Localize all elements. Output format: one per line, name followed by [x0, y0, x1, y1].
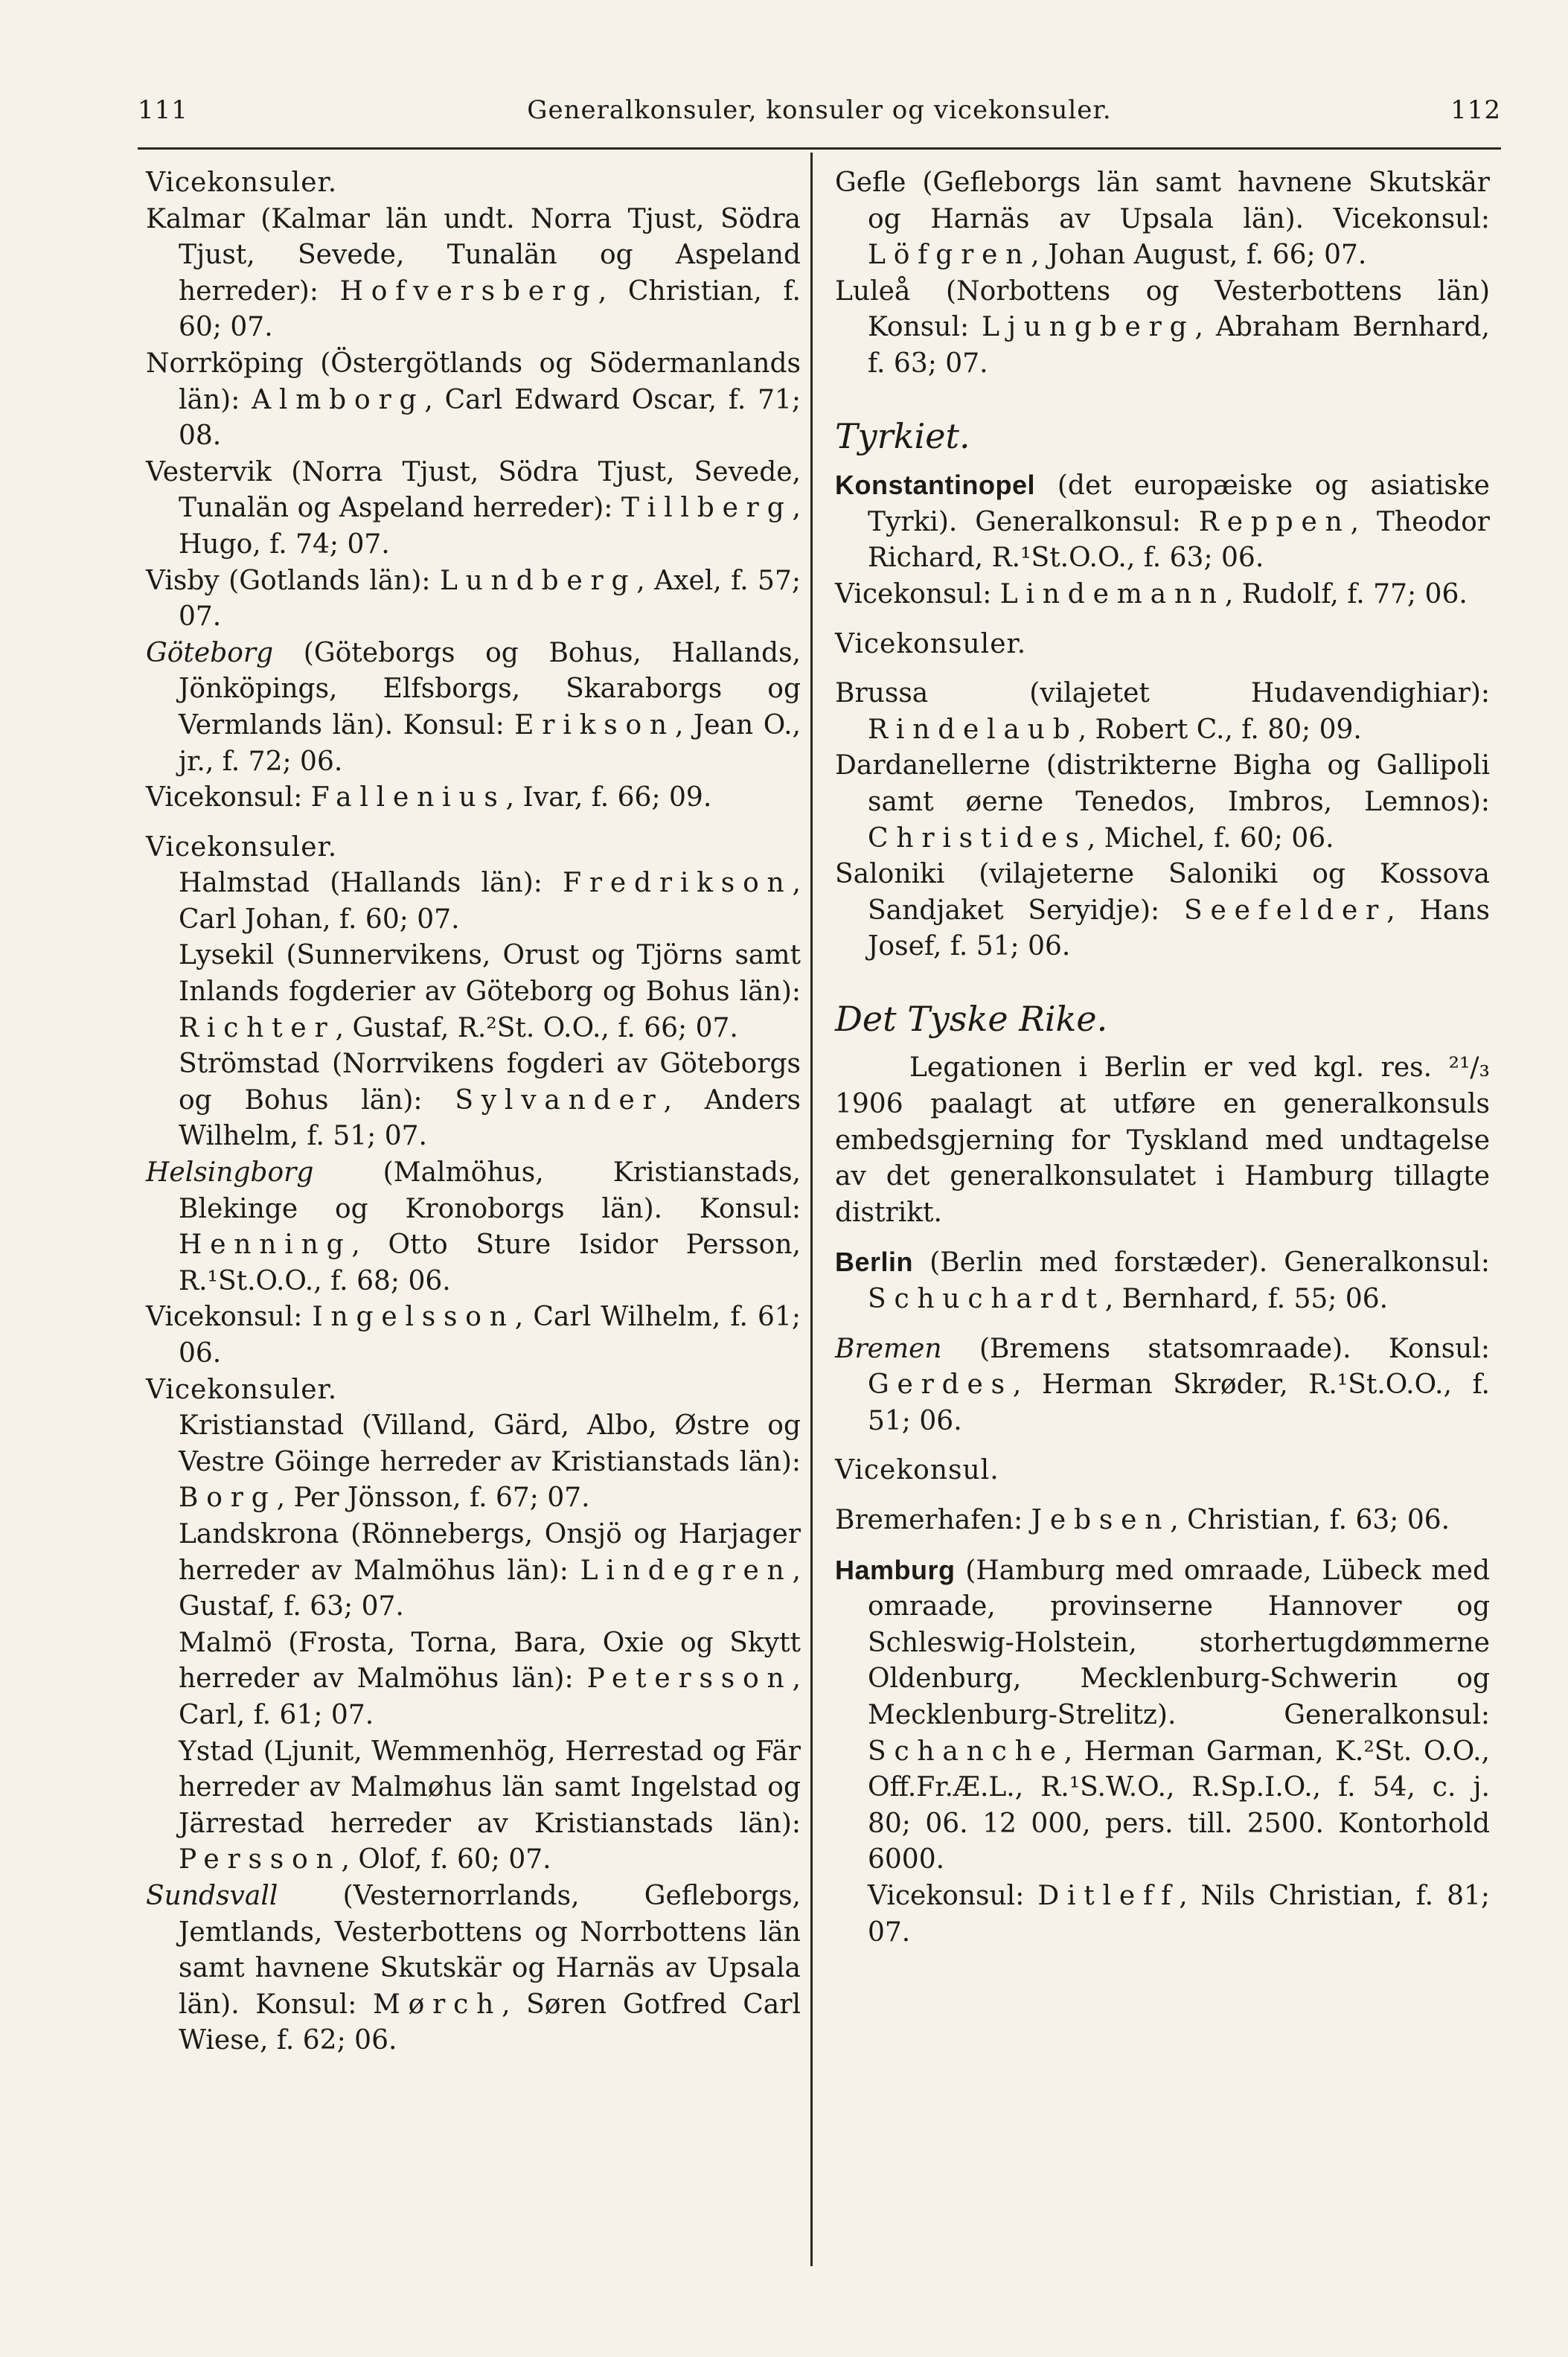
- entry-hamburg-vicekonsul: Vicekonsul: Ditleff, Nils Christian, f. 81; 07.: [868, 1880, 1491, 1948]
- entry-lulea: Luleå (Norbottens og Vesterbottens län) Konsul: Ljungberg, Abraham Bernhard, f. 63; 07.: [835, 275, 1490, 379]
- entry-sundsvall: Sundsvall (Vesternorrlands, Gefleborgs, Jemtlands, Vesterbottens og Norrbottens län samt havnene Skutskär og Harnäs av Upsala län). Konsul: Mørch, Søren Gotfred Carl Wiese, f. 62; 06.: [146, 1880, 801, 2056]
- entry-visby: Visby (Gotlands län): Lundberg, Axel, f. 57; 07.: [146, 565, 801, 633]
- entry-goteborg-vicekonsul: Vicekonsul: Fallenius, Ivar, f. 66; 09.: [146, 782, 712, 813]
- section-heading: Vicekonsuler.: [146, 167, 338, 198]
- entry-brussa: Brussa (vilajetet Hudavendighiar): Rindelaub, Robert C., f. 80; 09.: [835, 678, 1490, 745]
- entry-berlin: Berlin (Berlin med forstæder). Generalkonsul: Schuchardt, Bernhard, f. 55; 06.: [835, 1247, 1490, 1315]
- entry-kristianstad: Kristianstad (Villand, Gärd, Albo, Østre og Vestre Göinge herreder av Kristianstads län): Borg, Per Jönsson, f. 67; 07.: [179, 1410, 801, 1514]
- page-number-right: 112: [1450, 95, 1501, 125]
- entry-saloniki: Saloniki (vilajeterne Saloniki og Kossova Sandjaket Seryidje): Seefelder, Hans Josef, f. 51; 06.: [835, 859, 1491, 962]
- section-heading: Vicekonsuler.: [146, 1374, 338, 1405]
- entry-lysekil: Lysekil (Sunnervikens, Orust og Tjörns samt Inlands fogderier av Göteborg og Bohus län): Richter, Gustaf, R.²St. O.O., f. 66; 07.: [179, 940, 801, 1043]
- entry-helsingborg-vicekonsul: Vicekonsul: Ingelsson, Carl Wilhelm, f. 61; 06.: [146, 1302, 801, 1369]
- right-column: [835, 165, 1490, 1951]
- entry-malmo: Malmö (Frosta, Torna, Bara, Oxie og Skytt herreder av Malmöhus län): Petersson, Carl, f. 61; 07.: [179, 1627, 801, 1730]
- entry-kalmar: Kalmar (Kalmar län undt. Norra Tjust, Södra Tjust, Sevede, Tunalän og Aspeland herreder): Hofversberg, Christian, f. 60; 07.: [146, 203, 801, 343]
- column-divider: [810, 153, 813, 2266]
- entry-landskrona: Landskrona (Rönnebergs, Onsjö og Harjager herreder av Malmöhus län): Lindegren, Gustaf, f. 63; 07.: [179, 1518, 801, 1622]
- entry-norrkoping: Norrköping (Östergötlands og Södermanlands län): Almborg, Carl Edward Oscar, f. 71; 08.: [146, 348, 801, 452]
- entry-ystad: Ystad (Ljunit, Wemmenhög, Herrestad og Fär herreder av Malmøhus län samt Ingelstad og Järrestad herreder av Kristianstads län): Persson, Olof, f. 60; 07.: [179, 1736, 801, 1875]
- country-heading-tyske-rike: Det Tyske Rike.: [835, 998, 1108, 1039]
- entry-helsingborg: Helsingborg (Malmöhus, Kristianstads, Blekinge og Kronoborgs län). Konsul: Henning, Otto Sture Isidor Persson, R.¹St.O.O., f. 68; 06.: [146, 1157, 801, 1296]
- section-heading: Vicekonsuler.: [835, 628, 1027, 659]
- legation-paragraph: Legationen i Berlin er ved kgl. res. ²¹/₃ 1906 paalagt at utføre en generalkonsuls embedsgjerning for Tyskland med undtagelse av det generalkonsulatet i Hamburg tillagte distrikt.: [835, 1052, 1490, 1228]
- entry-bremen: Bremen (Bremens statsomraade). Konsul: Gerdes, Herman Skrøder, R.¹St.O.O., f. 51; 06.: [835, 1333, 1490, 1436]
- page-header: [138, 95, 1501, 140]
- country-heading-tyrkiet: Tyrkiet.: [835, 415, 970, 456]
- entry-konstantinopel: Konstantinopel (det europæiske og asiatiske Tyrki). Generalkonsul: Reppen, Theodor Richard, R.¹St.O.O., f. 63; 06.: [835, 470, 1490, 574]
- page-number-left: 111: [138, 95, 188, 125]
- header-rule: [138, 147, 1501, 150]
- entry-dardanellerne: Dardanellerne (distrikterne Bigha og Gallipoli samt øerne Tenedos, Imbros, Lemnos): Christides, Michel, f. 60; 06.: [835, 750, 1490, 854]
- entry-konstantinopel-vicekonsul: Vicekonsul: Lindemann, Rudolf, f. 77; 06.: [835, 578, 1468, 610]
- entry-goteborg: Göteborg (Göteborgs og Bohus, Hallands, Jönköpings, Elfsborgs, Skaraborgs og Vermlands län). Konsul: Erikson, Jean O., jr., f. 72; 06.: [146, 637, 801, 777]
- section-heading: Vicekonsuler.: [146, 831, 338, 863]
- left-column: [146, 165, 801, 2059]
- entry-stromstad: Strömstad (Norrvikens fogderi av Göteborgs og Bohus län): Sylvander, Anders Wilhelm, f. 51; 07.: [179, 1049, 801, 1152]
- entry-gefle: Gefle (Gefleborgs län samt havnene Skutskär og Harnäs av Upsala län). Vicekonsul: Löfgren, Johan August, f. 66; 07.: [835, 167, 1490, 271]
- entry-bremerhafen: Bremerhafen: Jebsen, Christian, f. 63; 06.: [835, 1505, 1450, 1535]
- section-heading: Vicekonsul.: [835, 1455, 999, 1486]
- running-title: Generalkonsuler, konsuler og vicekonsuler.: [527, 95, 1112, 125]
- entry-hamburg: Hamburg (Hamburg med omraade, Lübeck med omraade, provinserne Hannover og Schleswig-Holstein, storhertugdømmerne Oldenburg, Mecklenburg-Schwerin og Mecklenburg-Strelitz). Generalkonsul: Schanche, Herman Garman, K.²St. O.O., Off.Fr.Æ.L., R.¹S.W.O., R.Sp.I.O., f. 54, c. j. 80; 06. 12 000, pers. till. 2500. Kontorhold 6000.: [835, 1554, 1490, 1875]
- entry-halmstad: Halmstad (Hallands län): Fredrikson, Carl Johan, f. 60; 07.: [179, 868, 801, 935]
- entry-vastervik: Vestervik (Norra Tjust, Södra Tjust, Sevede, Tunalän og Aspeland herreder): Tillberg, Hugo, f. 74; 07.: [146, 456, 801, 560]
